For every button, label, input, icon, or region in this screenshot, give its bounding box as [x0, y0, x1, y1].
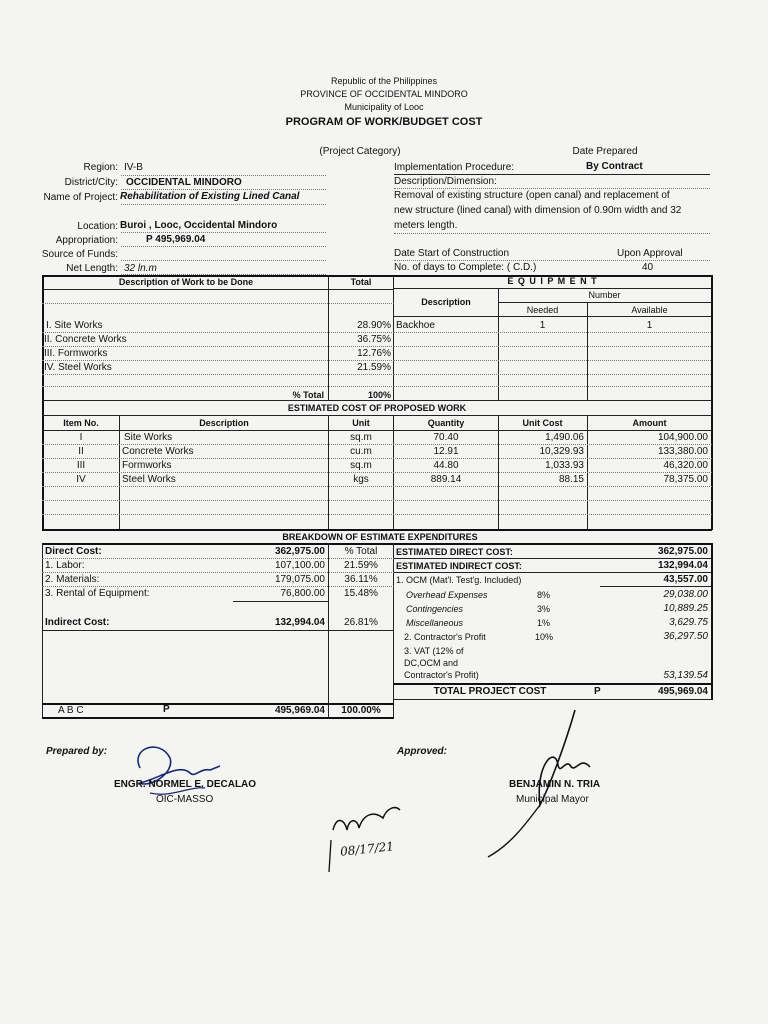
- prepared-name: ENGR. NORMEL E. DECALAO: [114, 779, 257, 790]
- contractors-profit-value: 36,297.50: [663, 631, 708, 642]
- region-value: IV-B: [124, 162, 143, 173]
- vat-value: 53,139.54: [663, 670, 708, 681]
- contractors-profit-pct: 10%: [535, 632, 554, 642]
- approved-name: BENJAMIN N. TRIA: [509, 779, 601, 790]
- estimate-row-1-amount: 104,900.00: [657, 432, 708, 443]
- works-row-4-desc: IV. Steel Works: [44, 362, 112, 373]
- equipment-title: E Q U I P M E N T: [507, 276, 598, 286]
- overhead-value: 29,038.00: [663, 589, 708, 600]
- appropriation-value: P 495,969.04: [146, 234, 206, 245]
- abc-pct: 100.00%: [341, 705, 381, 716]
- approved-label: Approved:: [397, 746, 447, 757]
- est-indirect-label: ESTIMATED INDIRECT COST:: [396, 561, 522, 571]
- region-label: Region:: [83, 162, 118, 173]
- location-label: Location:: [77, 221, 118, 232]
- contingencies-label: Contingencies: [406, 604, 464, 614]
- works-pct-total-value: 100%: [368, 390, 392, 400]
- contractors-profit-label: 2. Contractor's Profit: [404, 632, 486, 642]
- document-title: PROGRAM OF WORK/BUDGET COST: [285, 116, 483, 128]
- ocm-label: 1. OCM (Mat'l. Test'g. Included): [396, 575, 522, 585]
- equipment-row-1-desc: Backhoe: [396, 320, 435, 331]
- estimate-row-3-unit-cost: 1,033.93: [545, 460, 584, 471]
- indirect-cost-label: Indirect Cost:: [45, 617, 110, 628]
- estimate-row-4-unit-cost: 88.15: [558, 474, 584, 485]
- district-value: OCCIDENTAL MINDORO: [126, 177, 242, 188]
- description-line-1: Removal of existing structure (open canal) and replacement of: [394, 190, 670, 201]
- equipment-row-1-available: 1: [646, 320, 653, 331]
- works-row-3-desc: III. Formworks: [44, 348, 108, 359]
- est-direct-value: 362,975.00: [657, 546, 708, 557]
- description-line-2: new structure (lined canal) with dimension of 0.90m width and 32: [394, 205, 682, 216]
- estimate-row-3-qty: 44.80: [433, 460, 459, 471]
- district-label: District/City:: [64, 177, 118, 188]
- estimate-row-3-amount: 46,320.00: [663, 460, 708, 471]
- estimate-row-4-desc: Steel Works: [122, 474, 176, 485]
- municipality-line: Municipality of Looc: [344, 102, 424, 112]
- vat-line-3: Contractor's Profit): [404, 670, 479, 680]
- equipment-number-header: Number: [588, 290, 621, 300]
- estimate-row-3-unit: sq.m: [350, 460, 372, 471]
- estimate-row-4-qty: 889.14: [430, 474, 462, 485]
- project-name-value: Rehabilitation of Existing Lined Canal: [120, 191, 300, 202]
- prepared-title: OIC-MASSO: [156, 794, 214, 805]
- handwritten-initials: [325, 800, 405, 875]
- rental-value: 76,800.00: [280, 588, 325, 599]
- estimate-header-item: Item No.: [63, 418, 99, 428]
- description-dimension-label: Description/Dimension:: [394, 176, 497, 187]
- works-row-4-total: 21.59%: [357, 362, 391, 373]
- works-total-header: Total: [350, 277, 372, 287]
- total-project-cost-label: TOTAL PROJECT COST: [433, 686, 547, 697]
- estimate-header-quantity: Quantity: [427, 418, 465, 428]
- indirect-cost-value: 132,994.04: [274, 617, 325, 628]
- miscellaneous-label: Miscellaneous: [406, 618, 464, 628]
- abc-currency: P: [163, 704, 170, 715]
- rental-label: 3. Rental of Equipment:: [45, 588, 150, 599]
- estimate-row-4-unit: kgs: [353, 474, 369, 485]
- estimate-header-description: Description: [199, 418, 249, 428]
- estimate-row-4-item: IV: [76, 474, 86, 485]
- ocm-value: 43,557.00: [663, 574, 708, 585]
- labor-value: 107,100.00: [274, 560, 325, 571]
- miscellaneous-pct: 1%: [537, 618, 551, 628]
- source-of-funds-label: Source of Funds:: [41, 249, 118, 260]
- republic-line: Republic of the Philippines: [330, 76, 438, 86]
- equipment-row-1-needed: 1: [539, 320, 546, 331]
- days-to-complete-value: 40: [642, 262, 654, 273]
- est-indirect-value: 132,994.04: [657, 560, 708, 571]
- pct-total-header: % Total: [344, 546, 378, 557]
- est-direct-label: ESTIMATED DIRECT COST:: [396, 547, 513, 557]
- estimate-header-unit: Unit: [352, 418, 370, 428]
- breakdown-title: BREAKDOWN OF ESTIMATE EXPENDITURES: [282, 532, 478, 542]
- works-pct-total-label: % Total: [292, 390, 324, 400]
- overhead-pct: 8%: [537, 590, 551, 600]
- estimate-row-1-desc: Site Works: [124, 432, 173, 443]
- estimate-row-2-unit-cost: 10,329.93: [539, 446, 584, 457]
- implementation-label: Implementation Procedure:: [394, 162, 515, 173]
- estimate-row-3-desc: Formworks: [122, 460, 172, 471]
- materials-value: 179,075.00: [274, 574, 325, 585]
- miscellaneous-value: 3,629.75: [669, 617, 708, 628]
- contingencies-pct: 3%: [537, 604, 551, 614]
- vat-line-2: DC,OCM and: [404, 658, 459, 668]
- date-prepared-label: Date Prepared: [572, 146, 638, 157]
- equipment-description-header: Description: [421, 297, 471, 307]
- equipment-needed-header: Needed: [526, 305, 559, 315]
- equipment-available-header: Available: [631, 305, 668, 315]
- works-row-1-desc: I. Site Works: [46, 320, 103, 331]
- location-value: Buroi , Looc, Occidental Mindoro: [120, 220, 278, 231]
- estimate-row-2-amount: 133,380.00: [657, 446, 708, 457]
- estimated-cost-title: ESTIMATED COST OF PROPOSED WORK: [287, 403, 467, 413]
- estimate-header-amount: Amount: [632, 418, 667, 428]
- appropriation-label: Appropriation:: [55, 235, 118, 246]
- estimate-row-2-unit: cu.m: [350, 446, 372, 457]
- labor-label: 1. Labor:: [45, 560, 85, 571]
- materials-label: 2. Materials:: [45, 574, 100, 585]
- description-line-3: meters length.: [394, 220, 458, 231]
- province-line: PROVINCE OF OCCIDENTAL MINDORO: [300, 89, 468, 99]
- estimate-row-1-unit: sq.m: [350, 432, 372, 443]
- works-row-1-total: 28.90%: [357, 320, 391, 331]
- project-name-label: Name of Project:: [43, 192, 118, 203]
- estimate-row-3-item: III: [76, 460, 86, 471]
- estimate-row-1-qty: 70.40: [433, 432, 459, 443]
- labor-pct: 21.59%: [344, 560, 378, 571]
- prepared-by-label: Prepared by:: [46, 746, 108, 757]
- works-row-2-total: 36.75%: [357, 334, 391, 345]
- days-to-complete-label: No. of days to Complete: ( C.D.): [394, 262, 537, 273]
- total-project-cost-currency: P: [594, 686, 601, 697]
- date-start-value: Upon Approval: [617, 248, 683, 259]
- implementation-value: By Contract: [586, 161, 643, 172]
- estimate-header-unit-cost: Unit Cost: [522, 418, 563, 428]
- total-project-cost-value: 495,969.04: [657, 686, 708, 697]
- estimate-row-4-amount: 78,375.00: [663, 474, 708, 485]
- estimate-row-2-desc: Concrete Works: [122, 446, 194, 457]
- estimate-row-2-item: II: [78, 446, 84, 457]
- rental-pct: 15.48%: [344, 588, 378, 599]
- works-row-2-desc: II. Concrete Works: [44, 334, 127, 345]
- estimate-row-1-unit-cost: 1,490.06: [545, 432, 584, 443]
- direct-cost-value: 362,975.00: [274, 546, 325, 557]
- estimate-row-1-item: I: [79, 432, 83, 443]
- estimate-row-2-qty: 12.91: [433, 446, 459, 457]
- vat-line-1: 3. VAT (12% of: [404, 646, 464, 656]
- approved-title: Municipal Mayor: [516, 794, 589, 805]
- date-start-label: Date Start of Construction: [394, 248, 510, 259]
- handwritten-date: 08/17/21: [339, 839, 395, 859]
- overhead-label: Overhead Expenses: [406, 590, 488, 600]
- materials-pct: 36.11%: [344, 574, 378, 585]
- abc-value: 495,969.04: [274, 705, 325, 716]
- project-category-label: (Project Category): [319, 146, 401, 157]
- works-row-3-total: 12.76%: [357, 348, 391, 359]
- works-desc-header: Description of Work to be Done: [118, 277, 254, 287]
- abc-label: A B C: [58, 705, 84, 716]
- indirect-cost-pct: 26.81%: [344, 617, 378, 628]
- direct-cost-label: Direct Cost:: [45, 546, 102, 557]
- net-length-label: Net Length:: [66, 263, 118, 274]
- net-length-value: 32 ln.m: [124, 263, 157, 274]
- contingencies-value: 10,889.25: [663, 603, 708, 614]
